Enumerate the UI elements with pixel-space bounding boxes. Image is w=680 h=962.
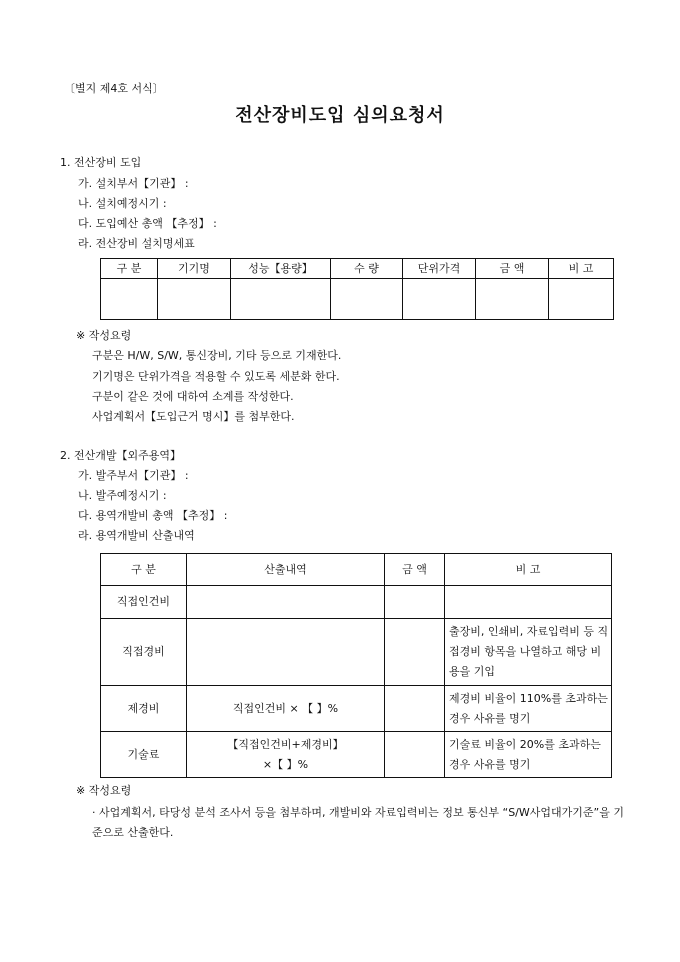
row-note: 제경비 비율이 110%를 초과하는 경우 사유를 명기 [445,686,612,732]
row-amount [385,732,445,778]
table-cell [549,279,614,320]
col-header-category: 구 분 [101,259,158,279]
section1-note: 구분이 같은 것에 대하여 소계를 작성한다. [92,390,294,403]
col-header-category: 구 분 [101,554,187,586]
table-row [101,586,612,619]
col-header-remarks: 비 고 [445,554,612,586]
equipment-table [100,258,614,320]
col-header-calculation: 산출내역 [187,554,385,586]
row-category: 제경비 [101,686,187,732]
col-header-remarks: 비 고 [549,259,614,279]
row-note: 출장비, 인쇄비, 자료입력비 등 직접경비 항목을 나열하고 해당 비용을 기입 [445,619,612,686]
row-note [445,586,612,619]
table-cell [331,279,403,320]
section1-item-b: 나. 설치예정시기 : [78,197,167,210]
dev-cost-table [100,553,612,778]
section1-item-d: 라. 전산장비 설치명세표 [78,237,195,250]
row-calc: 직접인건비 × 【 】% [187,686,385,732]
col-header-amount: 금 액 [476,259,549,279]
section2-item-c: 다. 용역개발비 총액 【추정】 : [78,509,228,522]
form-label: 〔별지 제4호 서식〕 [64,82,164,95]
row-calc [187,586,385,619]
row-amount [385,619,445,686]
table-cell [158,279,231,320]
section2-heading: 2. 전산개발【외주용역】 [60,449,181,462]
section1-notes-heading: ※ 작성요령 [76,329,132,342]
row-calc: 【직접인건비+제경비】 ×【 】% [187,732,385,778]
row-calc [187,619,385,686]
section2-item-b: 나. 발주예정시기 : [78,489,167,502]
row-category: 직접인건비 [101,586,187,619]
section1-note: 구분은 H/W, S/W, 통신장비, 기타 등으로 기재한다. [92,349,342,362]
table-row [101,686,612,732]
row-category: 기술료 [101,732,187,778]
table-row [101,619,612,686]
col-header-amount: 금 액 [385,554,445,586]
section1-note: 사업계획서【도입근거 명시】를 첨부한다. [92,410,295,423]
section1-item-a: 가. 설치부서【기관】 : [78,177,189,190]
table-cell [403,279,476,320]
col-header-device-name: 기기명 [158,259,231,279]
table-cell [231,279,331,320]
section1-heading: 1. 전산장비 도입 [60,156,142,169]
section2-item-d: 라. 용역개발비 산출내역 [78,529,195,542]
col-header-unit-price: 단위가격 [403,259,476,279]
table-cell [101,279,158,320]
table-row [101,732,612,778]
section2-notes-heading: ※ 작성요령 [76,784,132,797]
section2-note-paragraph: · 사업계획서, 타당성 분석 조사서 등을 첨부하며, 개발비와 자료입력비는 정보 통신부 “S/W사업대가기준”을 기준으로 산출한다. [92,806,624,839]
section1-item-c: 다. 도입예산 총액 【추정】 : [78,217,217,230]
table-cell [476,279,549,320]
section1-note: 기기명은 단위가격을 적용할 수 있도록 세분화 한다. [92,370,340,383]
row-category: 직접경비 [101,619,187,686]
row-amount [385,586,445,619]
row-amount [385,686,445,732]
section2-item-a: 가. 발주부서【기관】 : [78,469,189,482]
document-title: 전산장비도입 심의요청서 [235,105,445,126]
col-header-capacity: 성능【용량】 [231,259,331,279]
col-header-quantity: 수 량 [331,259,403,279]
row-note: 기술료 비율이 20%를 초과하는 경우 사유를 명기 [445,732,612,778]
